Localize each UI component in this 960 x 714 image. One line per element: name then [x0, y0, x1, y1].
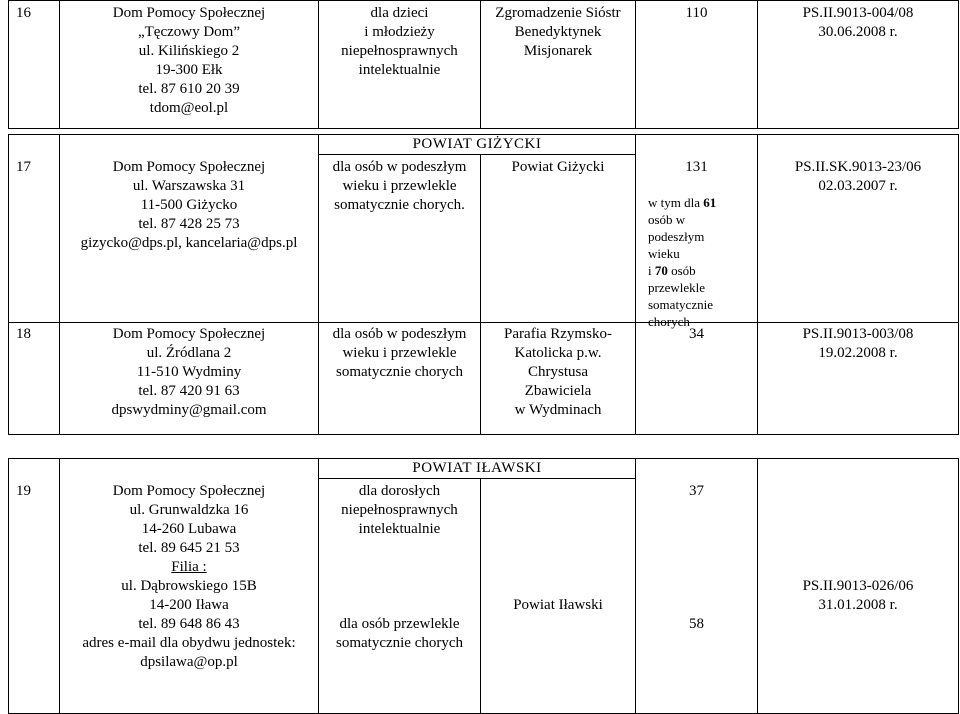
- table-border: [958, 458, 959, 714]
- postal-city: 19-300 Ełk: [155, 62, 223, 78]
- operator-line: Powiat Iławski: [513, 597, 603, 613]
- operator-line: w Wydminach: [514, 402, 602, 418]
- section-heading-ilawski: POWIAT IŁAWSKI: [412, 460, 542, 476]
- places-detail: [648, 194, 716, 330]
- places-detail-line: chorych: [648, 314, 690, 329]
- home-address: [60, 325, 318, 420]
- row-number: 17: [16, 159, 31, 175]
- places-detail-line: wieku: [648, 246, 680, 261]
- places-count: 34: [689, 326, 704, 342]
- email: dpsilawa@op.pl: [140, 654, 238, 670]
- phone: tel. 87 420 91 63: [138, 383, 240, 399]
- home-name: Dom Pomocy Społecznej: [112, 326, 266, 342]
- section-heading-gizycki: POWIAT GIŻYCKI: [412, 136, 542, 152]
- type-line: dla dzieci: [370, 5, 429, 21]
- places-count-secondary: 58: [689, 616, 704, 632]
- home-type: [319, 482, 480, 539]
- branch-postal-city: 14-200 Iława: [149, 597, 229, 613]
- type-line: dla osób w podeszłym: [332, 326, 467, 342]
- home-type-secondary: [319, 615, 480, 653]
- operator-line: Katolicka p.w.: [514, 345, 602, 361]
- table-border: [8, 322, 959, 323]
- row-number: 16: [16, 5, 31, 21]
- table-border: [8, 0, 9, 129]
- operator: [481, 158, 635, 177]
- operator-line: Powiat Giżycki: [511, 159, 605, 175]
- decision-number: PS.II.9013-026/06: [802, 578, 914, 594]
- decision: [758, 158, 958, 196]
- phone: tel. 87 610 20 39: [138, 81, 240, 97]
- operator-line: Misjonarek: [523, 43, 593, 59]
- places-detail-line: przewlekle: [648, 280, 706, 295]
- home-type: [319, 325, 480, 382]
- type-line: niepełnosprawnych: [341, 502, 458, 518]
- table-border: [8, 458, 9, 714]
- places-detail-line: osób w: [648, 212, 686, 227]
- home-type: [319, 4, 480, 80]
- table-border: [318, 154, 636, 155]
- places-count: 37: [689, 483, 704, 499]
- operator: [481, 4, 635, 61]
- home-type: [319, 158, 480, 215]
- type-line: i młodzieży: [364, 24, 435, 40]
- operator-line: Zbawiciela: [524, 383, 592, 399]
- type-line: wieku i przewlekle: [342, 345, 457, 361]
- type-line: niepełnosprawnych: [341, 43, 458, 59]
- street: ul. Źródlana 2: [146, 345, 232, 361]
- type-line: intelektualnie: [358, 62, 441, 78]
- table-border: [318, 478, 636, 479]
- postal-city: 14-260 Lubawa: [141, 521, 237, 537]
- decision-number: PS.II.9013-004/08: [802, 5, 914, 21]
- table-border: [8, 0, 959, 1]
- home-address: [60, 4, 318, 118]
- type-line: dla osób przewlekle: [339, 616, 460, 632]
- home-name: Dom Pomocy Społecznej: [112, 5, 266, 21]
- phone: tel. 89 645 21 53: [138, 540, 240, 556]
- decision-date: 31.01.2008 r.: [818, 597, 898, 613]
- operator-line: Chrystusa: [528, 364, 588, 380]
- decision: [758, 4, 958, 42]
- street: ul. Warszawska 31: [132, 178, 246, 194]
- places-count: 131: [685, 159, 708, 175]
- type-line: wieku i przewlekle: [342, 178, 457, 194]
- email-note: adres e-mail dla obydwu jednostek:: [82, 635, 296, 651]
- type-line: somatycznie chorych: [335, 635, 464, 651]
- table-border: [635, 134, 636, 435]
- postal-city: 11-510 Wydminy: [136, 364, 242, 380]
- operator: [481, 325, 635, 420]
- operator: [481, 596, 635, 615]
- places-detail-line: somatycznie: [648, 297, 713, 312]
- row-number: 19: [16, 483, 31, 499]
- decision-number: PS.II.SK.9013-23/06: [794, 159, 922, 175]
- operator-line: Parafia Rzymsko-: [504, 326, 612, 342]
- table-border: [8, 434, 959, 435]
- home-address: [60, 482, 318, 672]
- places-detail-line: w tym dla 61: [648, 195, 717, 210]
- row-number: 18: [16, 326, 31, 342]
- decision-date: 19.02.2008 r.: [818, 345, 898, 361]
- decision-date: 30.06.2008 r.: [818, 24, 898, 40]
- table-border: [8, 128, 959, 129]
- street: ul. Kilińskiego 2: [138, 43, 240, 59]
- table-border: [958, 0, 959, 129]
- table-border: [958, 134, 959, 435]
- type-line: dla osób w podeszłym: [332, 159, 467, 175]
- type-line: dla dorosłych: [358, 483, 441, 499]
- email: gizycko@dps.pl, kancelaria@dps.pl: [80, 235, 298, 251]
- places-chronic-count: 70: [654, 263, 668, 278]
- decision-number: PS.II.9013-003/08: [802, 326, 914, 342]
- type-line: intelektualnie: [358, 521, 441, 537]
- branch-label: Filia :: [171, 559, 207, 575]
- type-line: somatycznie chorych: [335, 364, 464, 380]
- operator-line: Zgromadzenie Sióstr: [495, 5, 621, 21]
- email: dpswydminy@gmail.com: [111, 402, 267, 418]
- postal-city: 11-500 Giżycko: [140, 197, 238, 213]
- places-elderly-count: 61: [703, 195, 717, 210]
- places-count: 110: [685, 5, 708, 21]
- home-address: [60, 158, 318, 253]
- phone: tel. 87 428 25 73: [138, 216, 240, 232]
- type-line: somatycznie chorych.: [334, 197, 465, 213]
- decision: [758, 325, 958, 363]
- branch-street: ul. Dąbrowskiego 15B: [121, 578, 257, 594]
- decision: [758, 577, 958, 615]
- decision-date: 02.03.2007 r.: [818, 178, 898, 194]
- email: tdom@eol.pl: [149, 100, 229, 116]
- branch-phone: tel. 89 648 86 43: [138, 616, 240, 632]
- home-name: Dom Pomocy Społecznej: [112, 483, 266, 499]
- places-detail-line: podeszłym: [648, 229, 705, 244]
- street: ul. Grunwaldzka 16: [129, 502, 249, 518]
- places-detail-line: i 70 osób: [648, 263, 696, 278]
- home-name: Dom Pomocy Społecznej: [112, 159, 266, 175]
- operator-line: Benedyktynek: [514, 24, 602, 40]
- table-border: [8, 134, 9, 435]
- home-subname: „Tęczowy Dom”: [137, 24, 241, 40]
